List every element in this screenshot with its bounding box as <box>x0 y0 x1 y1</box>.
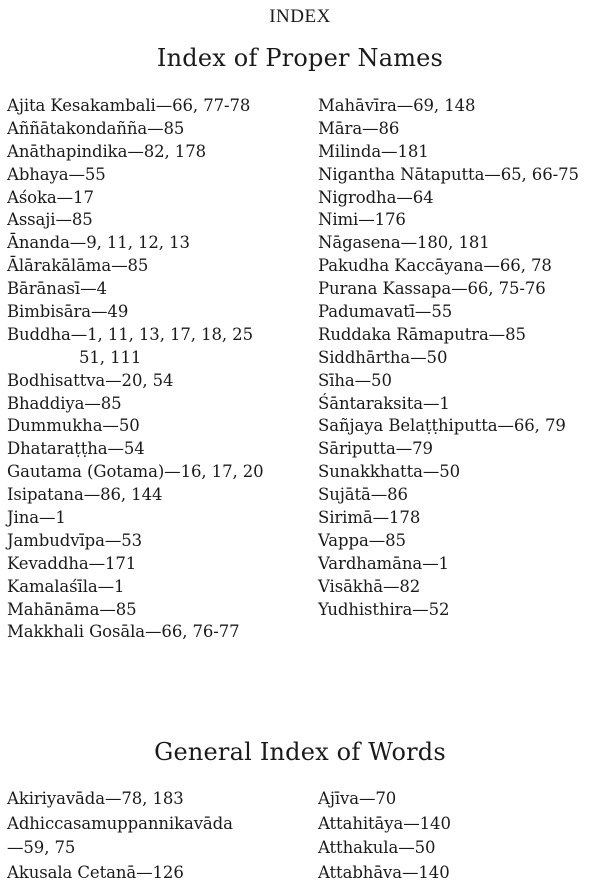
index-entry: Akusala Cetanā—126 <box>7 862 184 882</box>
index-entry: Buddha—1, 11, 13, 17, 18, 25 <box>7 324 253 344</box>
index-entry: Bhaddiya—85 <box>7 393 122 413</box>
index-entry: Mahānāma—85 <box>7 599 137 619</box>
index-entry: Kamalaśīla—1 <box>7 576 125 596</box>
index-entry: Ānanda—9, 11, 12, 13 <box>7 233 190 253</box>
index-entry: Ajita Kesakambali—66, 77-78 <box>7 96 251 115</box>
index-entry: Sujātā—86 <box>318 485 408 505</box>
index-entry: Attabhāva—140 <box>318 862 450 882</box>
index-entry: Sirimā—178 <box>318 508 421 528</box>
proper-names-title: Index of Proper Names <box>156 44 444 72</box>
index-entry: Atthakula—50 <box>318 838 436 857</box>
index-entry: Vardhamāna—1 <box>318 553 449 573</box>
index-entry: Māra—86 <box>318 118 400 138</box>
proper-names-right-column <box>318 95 598 621</box>
index-entry: Nimi—176 <box>318 210 406 230</box>
index-entry: Sañjaya Belaṭṭhiputta—66, 79 <box>318 416 566 436</box>
index-entry: Nigrodha—64 <box>318 187 434 207</box>
index-entry: Sunakkhatta—50 <box>318 462 461 482</box>
index-entry: Śāntaraksita—1 <box>318 393 450 413</box>
index-entry: Abhaya—55 <box>7 164 106 184</box>
index-entry: Bodhisattva—20, 54 <box>7 370 174 390</box>
index-entry: Adhiccasamuppannikavāda <box>7 813 233 833</box>
index-entry: Pakudha Kaccāyana—66, 78 <box>318 256 552 276</box>
general-words-right-column <box>318 787 598 885</box>
general-words-title: General Index of Words <box>154 738 446 766</box>
index-entry: Isipatana—86, 144 <box>7 485 163 505</box>
index-entry: Sāriputta—79 <box>318 439 433 459</box>
index-entry: Padumavatī—55 <box>318 302 453 322</box>
index-entry: Sīha—50 <box>318 370 392 390</box>
index-entry: Bārānasī—4 <box>7 279 107 299</box>
index-entry: Dummukha—50 <box>7 416 140 436</box>
index-entry: Anāthapindika—82, 178 <box>7 141 206 161</box>
index-entry: Nigantha Nātaputta—65, 66-75 <box>318 164 579 184</box>
index-entry: Jambudvīpa—53 <box>7 530 143 550</box>
index-entry: Nāgasena—180, 181 <box>318 233 490 253</box>
index-entry: Vappa—85 <box>318 530 406 550</box>
index-entry-continuation: 51, 111 <box>79 347 142 367</box>
index-entry: Visākhā—82 <box>318 576 421 596</box>
index-entry: Purana Kassapa—66, 75-76 <box>318 279 546 299</box>
index-entry: Assaji—85 <box>7 210 93 230</box>
proper-names-left-column <box>7 95 307 644</box>
index-entry: Ruddaka Rāmaputra—85 <box>318 324 526 344</box>
page-heading: INDEX <box>269 6 331 27</box>
index-entry: Aññātakondañña—85 <box>7 118 185 138</box>
index-entry: Gautama (Gotama)—16, 17, 20 <box>7 462 264 482</box>
index-entry: Attahitāya—140 <box>318 813 451 833</box>
index-entry: Bimbisāra—49 <box>7 302 129 322</box>
index-entry: Milinda—181 <box>318 141 429 161</box>
index-entry: Yudhisthira—52 <box>318 599 450 619</box>
index-entry: Makkhali Gosāla—66, 76-77 <box>7 622 240 642</box>
index-entry: Akiriyavāda—78, 183 <box>7 789 184 808</box>
index-entry: Mahāvīra—69, 148 <box>318 96 476 115</box>
index-entry: Ajīva—70 <box>318 789 397 808</box>
index-entry: Siddhārtha—50 <box>318 347 448 367</box>
index-entry: Kevaddha—171 <box>7 553 137 573</box>
index-entry: Dhataraṭṭha—54 <box>7 439 145 459</box>
index-entry: Ālārakālāma—85 <box>7 256 149 276</box>
index-entry: Jina—1 <box>7 508 66 528</box>
index-entry-continuation: —59, 75 <box>7 838 76 857</box>
general-words-left-column <box>7 787 307 885</box>
index-entry: Aśoka—17 <box>7 187 94 207</box>
